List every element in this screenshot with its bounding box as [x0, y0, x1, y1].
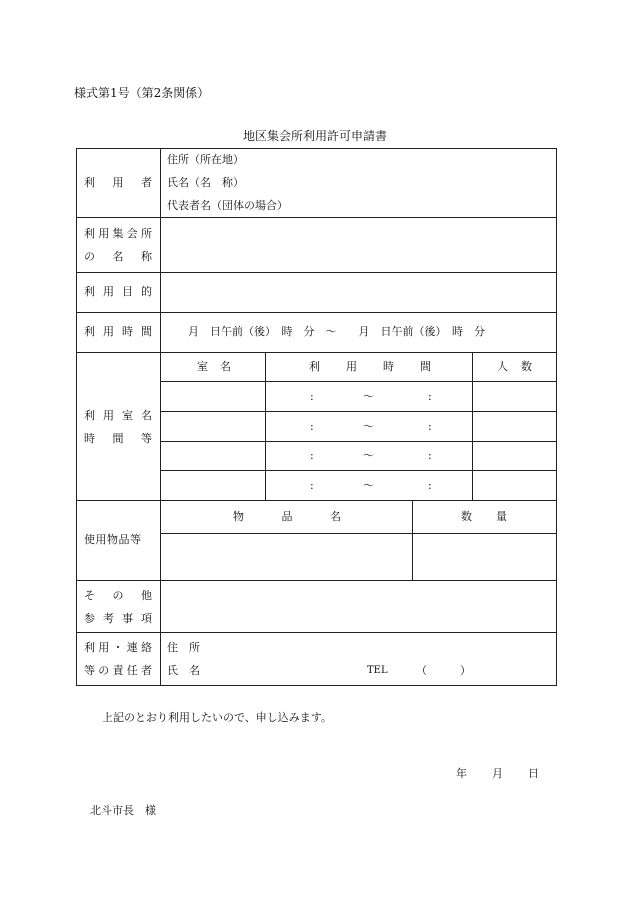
time-range-tilde: ～ — [363, 449, 374, 462]
applicant-representative-field[interactable]: 代表者名（団体の場合） — [167, 199, 288, 212]
start-time-colon[interactable]: : — [310, 420, 314, 433]
table-rule — [76, 352, 557, 353]
addressee: 北斗市長 様 — [90, 804, 156, 817]
date-year: 年 — [456, 767, 467, 780]
applicant-name-field[interactable]: 氏名（名 称） — [167, 176, 244, 189]
purpose-label: 利 用 目 的 — [84, 285, 152, 298]
facility-name-field[interactable] — [161, 218, 556, 272]
responsible-name-field[interactable]: 氏 名 — [167, 664, 200, 677]
quantity-header: 数 量 — [461, 510, 507, 523]
quantity-field[interactable] — [413, 534, 556, 580]
other-label: そ の 他 — [84, 589, 152, 602]
people-cell[interactable] — [473, 471, 556, 500]
item-name-field[interactable] — [161, 534, 412, 580]
items-label: 使用物品等 — [84, 533, 142, 546]
room-usage-time-header: 利 用 時 間 — [309, 360, 431, 373]
end-time-colon[interactable]: : — [428, 479, 432, 492]
other-label-line2: 参 考 事 項 — [84, 612, 152, 625]
rooms-column-divider — [265, 352, 266, 500]
table-border-top — [76, 148, 557, 149]
item-name-header: 物 品 名 — [233, 510, 341, 523]
room-name-cell[interactable] — [161, 471, 265, 500]
purpose-field[interactable] — [161, 273, 556, 312]
declaration-text: 上記のとおり利用したいので、申し込みます。 — [102, 711, 332, 724]
room-name-cell[interactable] — [161, 382, 265, 411]
start-time-colon[interactable]: : — [310, 449, 314, 462]
applicant-label: 利 用 者 — [84, 176, 152, 189]
tel-label: TEL — [367, 665, 388, 676]
facility-label-line2: の 名 称 — [84, 250, 152, 263]
people-cell[interactable] — [473, 412, 556, 441]
date-month: 月 — [492, 767, 503, 780]
page-title: 地区集会所利用許可申請書 — [242, 129, 387, 143]
time-range-tilde: ～ — [363, 390, 374, 403]
end-time-colon[interactable]: : — [428, 390, 432, 403]
responsible-address-field[interactable]: 住 所 — [167, 641, 200, 654]
end-time-colon[interactable]: : — [428, 420, 432, 433]
facility-label: 利 用 集 会 所 — [84, 227, 152, 240]
rooms-label-line2: 時 間 等 — [84, 432, 152, 445]
end-time-colon[interactable]: : — [428, 449, 432, 462]
table-rule — [76, 500, 557, 501]
tel-field[interactable]: （ ） — [416, 664, 471, 677]
people-header: 人 数 — [497, 360, 532, 373]
time-range-tilde: ～ — [363, 479, 374, 492]
room-name-cell[interactable] — [161, 412, 265, 441]
people-cell[interactable] — [473, 382, 556, 411]
table-rule — [76, 632, 557, 633]
people-cell[interactable] — [473, 442, 556, 470]
table-border-bottom — [76, 685, 557, 686]
usage-time-field[interactable]: 月 日午前（後） 時 分 ～ 月 日午前（後） 時 分 — [188, 325, 485, 338]
usage-time-label: 利 用 時 間 — [84, 325, 152, 338]
date-day: 日 — [528, 767, 539, 780]
rooms-label: 利 用 室 名 — [84, 409, 152, 422]
applicant-address-field[interactable]: 住所（所在地） — [167, 153, 244, 166]
room-name-header: 室 名 — [197, 360, 231, 373]
time-range-tilde: ～ — [363, 420, 374, 433]
start-time-colon[interactable]: : — [310, 390, 314, 403]
other-notes-field[interactable] — [161, 581, 556, 632]
form-number: 様式第1号（第2条関係） — [74, 86, 210, 100]
table-border-left — [76, 148, 77, 686]
start-time-colon[interactable]: : — [310, 479, 314, 492]
responsible-label-line2: 等 の 責 任 者 — [84, 664, 152, 677]
responsible-label: 利 用 ・ 連 絡 — [84, 641, 152, 654]
table-rule — [76, 312, 557, 313]
table-border-right — [556, 148, 557, 686]
room-name-cell[interactable] — [161, 442, 265, 470]
